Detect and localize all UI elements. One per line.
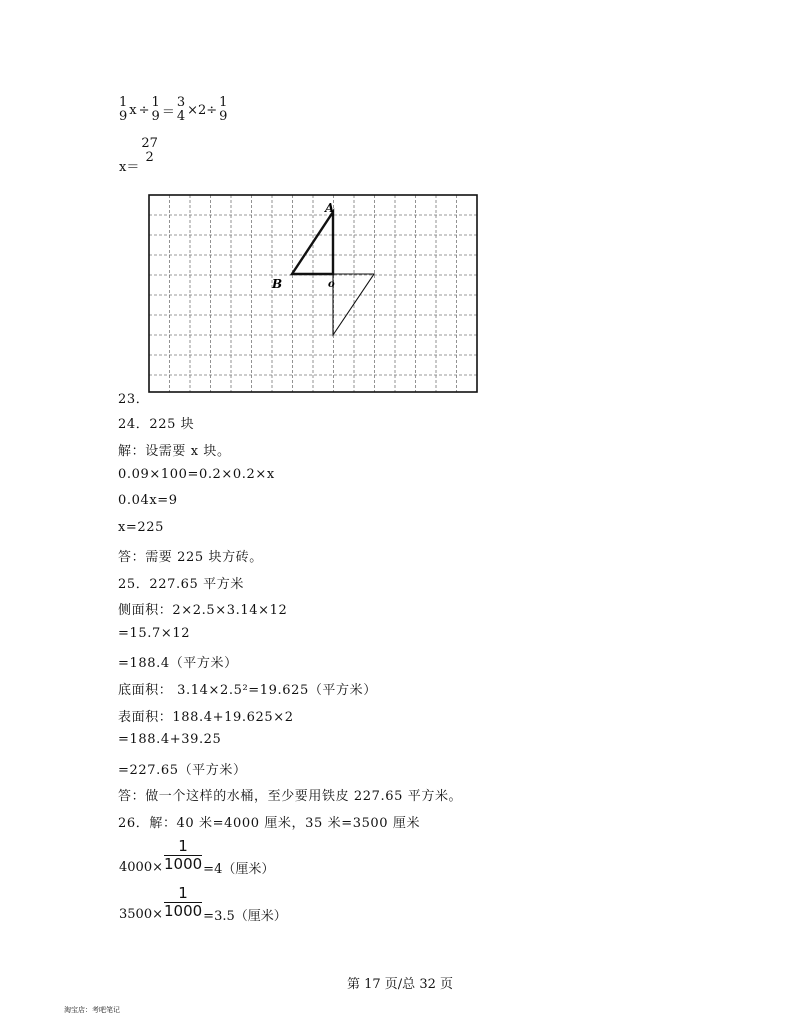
calc-line-1: $_{4000\times}$ $\frac{1}{1000}$ $_{=4(厘米)}$: [119, 837, 275, 877]
fraction: 1 9: [119, 95, 128, 124]
fraction: 1 9: [219, 95, 228, 124]
q25-title: 25．227.65 平方米: [118, 577, 244, 592]
equation-2: $_{x=}$ 27 2: [119, 136, 158, 175]
fraction: $\frac{1}{1000}$: [163, 884, 203, 920]
text-line: 侧面积：2×2.5×3.14×12: [118, 603, 288, 618]
text-line: =227.65（平方米）: [118, 763, 247, 778]
text-line: 0.04x=9: [118, 493, 178, 508]
text-line: 答：做一个这样的水桶，至少要用铁皮 227.65 平方米。: [118, 789, 463, 804]
page-footer: 第 17 页/总 32 页: [347, 977, 453, 992]
q23-label: 23．: [118, 392, 150, 407]
text-line: 解：设需要 x 块。: [118, 444, 231, 459]
fraction: 27 2: [141, 136, 158, 165]
shop-watermark: 淘宝店：考吧笔记: [64, 1006, 120, 1014]
equation-1: 1 9 x ÷ 1 9 ＝ 3 4 ×2÷ 1 9: [119, 95, 228, 124]
text-line: 表面积：188.4+19.625×2: [118, 710, 294, 725]
text-line: 底面积： 3.14×2.5²=19.625（平方米）: [118, 683, 377, 698]
text-line: =188.4+39.25: [118, 732, 222, 747]
label-b: B: [272, 277, 283, 291]
fraction: 3 4: [176, 95, 186, 124]
text-line: =188.4（平方米）: [118, 656, 238, 671]
text-line: 答：需要 225 块方砖。: [118, 550, 263, 565]
triangle-rotated: [333, 274, 374, 335]
fraction: $\frac{1}{1000}$: [163, 837, 203, 873]
q24-title: 24．225 块: [118, 417, 195, 432]
grid-figure: [148, 194, 480, 394]
text-line: x=225: [118, 520, 165, 535]
q26-title: 26．解：40 米=4000 厘米，35 米=3500 厘米: [118, 816, 421, 831]
label-o: o: [328, 279, 335, 290]
text-line: 0.09×100=0.2×0.2×x: [118, 467, 275, 482]
fraction: 1 9: [151, 95, 160, 124]
label-a: A: [325, 201, 335, 215]
calc-line-2: $_{3500\times}$ $\frac{1}{1000}$ $_{=3.5(厘米)}$: [119, 884, 287, 924]
text-line: =15.7×12: [118, 626, 191, 641]
triangle-original: [292, 212, 333, 274]
